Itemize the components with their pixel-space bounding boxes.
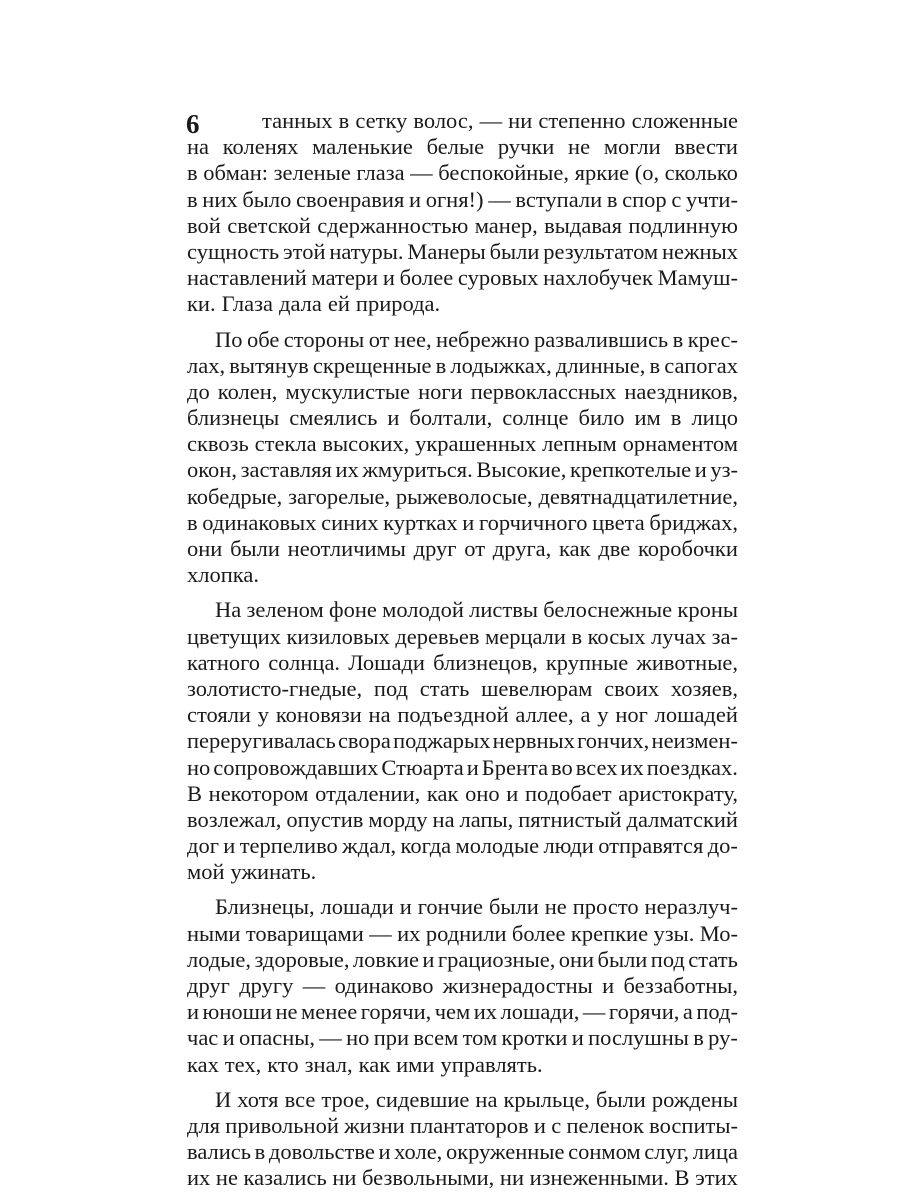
text-line: окон, заставляя их жмуриться. Высокие, крепкотелые и уз-	[187, 457, 738, 483]
text-line: до колен, мускулистые ноги первоклассных наездников,	[187, 378, 738, 404]
text-line: золотисто-гнедые, под стать шевелюрам своих хозяев,	[187, 675, 738, 701]
paragraph-gap	[187, 588, 738, 597]
text-line: дог и терпеливо ждал, когда молодые люди отправятся до-	[187, 833, 738, 859]
text-line: переругивалась свора поджарых нервных гончих, неизмен-	[187, 728, 738, 754]
text-line: в них было своенравия и огня!) — вступали в спор с учти-	[187, 186, 738, 212]
text-line: танных в сетку волос, — ни степенно сложенные	[262, 108, 738, 133]
paragraph	[187, 597, 738, 885]
text-line: вой светской сдержанностью манер, выдавая подлинную	[187, 212, 738, 238]
text-line: кобедрые, загорелые, рыжеволосые, девятнадцатилетние,	[187, 483, 738, 509]
text-line: И хотя все трое, сидевшие на крыльце, были рождены	[215, 1086, 738, 1112]
text-line: вались в довольстве и холе, окруженные сонмом слуг, лица	[187, 1139, 738, 1165]
paragraph	[187, 327, 738, 589]
paragraph	[187, 1087, 738, 1192]
text-line: друг другу — одинаково жизнерадостны и беззаботны,	[187, 973, 738, 998]
paragraph-gap	[187, 1078, 738, 1087]
text-line: близнецы смеялись и болтали, солнце било им в лицо	[187, 405, 738, 431]
text-line: наставлений матери и более суровых нахлобучек Мамуш-	[187, 265, 738, 291]
text-line: катного солнца. Лошади близнецов, крупные животные,	[187, 649, 738, 675]
text-line: Близнецы, лошади и гончие были не просто неразлуч-	[215, 894, 738, 920]
text-line: мой ужинать.	[187, 859, 317, 885]
text-line: лах, вытянув скрещенные в лодыжках, длинные, в сапогах	[187, 352, 738, 378]
paragraph-gap	[187, 318, 738, 327]
text-line: и юноши не менее горячи, чем их лошади, — горячи, а под-	[187, 999, 738, 1025]
text-line: В некотором отдалении, как оно и подобает аристократу,	[187, 780, 738, 806]
page-number: 6	[186, 109, 200, 139]
text-line: лодые, здоровые, ловкие и грациозные, они были под стать	[187, 946, 738, 972]
text-line: На зеленом фоне молодой листвы белоснежные кроны	[215, 597, 738, 623]
text-line: хлопка.	[187, 562, 259, 588]
text-line: час и опасны, — но при всем том кротки и послушны в ру-	[187, 1025, 738, 1051]
text-line: в одинаковых синих куртках и горчичного цвета бриджах,	[187, 509, 738, 535]
text-line: стояли у коновязи на подъездной аллее, а у ног лошадей	[187, 702, 738, 728]
text-line: сквозь стекла высоких, украшенных лепным орнаментом	[187, 431, 738, 457]
text-line: их не казались ни безвольными, ни изнеженными. В этих	[187, 1165, 738, 1191]
text-line: По обе стороны от нее, небрежно развалившись в крес-	[215, 326, 738, 352]
text-line: сущность этой натуры. Манеры были результатом нежных	[187, 238, 738, 264]
paragraph-gap	[187, 885, 738, 894]
text-line: для привольной жизни плантаторов и с пеленок воспиты-	[187, 1112, 738, 1138]
body-text	[187, 108, 738, 1192]
text-line: ки. Глаза дала ей природа.	[187, 291, 441, 317]
paragraph	[187, 894, 738, 1077]
text-line: цветущих кизиловых деревьев мерцали в косых лучах за-	[187, 623, 738, 649]
text-line: на коленях маленькие белые ручки не могли ввести	[187, 134, 738, 160]
text-line: в обман: зеленые глаза — беспокойные, яркие (о, сколько	[187, 160, 738, 186]
text-line: они были неотличимы друг от друга, как две коробочки	[187, 536, 738, 561]
paragraph	[187, 108, 738, 318]
text-line: но сопровождавших Стюарта и Брента во всех их поездках.	[187, 754, 738, 780]
text-line: ках тех, кто знал, как ими управлять.	[187, 1051, 543, 1077]
text-line: возлежал, опустив морду на лапы, пятнистый далматский	[187, 806, 738, 832]
text-line: ными товарищами — их роднили более крепкие узы. Мо-	[187, 920, 738, 946]
